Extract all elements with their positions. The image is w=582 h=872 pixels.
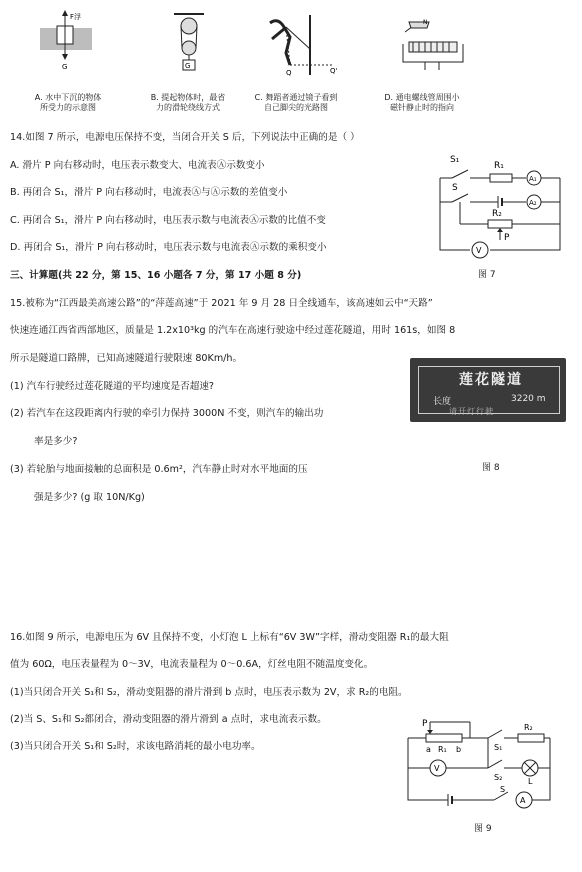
q15-sub-3-line-1: (3) 若轮胎与地面接触的总面积是 0.6m²，汽车静止时对水平地面的压 [10,464,308,475]
sign-subtitle: 请开灯行驶 [449,407,494,416]
figure-d-solenoid-diagram [395,18,475,78]
q14-stem: 14.如图 7 所示，电源电压保持不变，当闭合开关 S 后，下列说法中正确的是（ ） [10,132,360,143]
label-s-9: S [500,785,506,794]
label-l: L [528,777,533,786]
label-r1: R₁ [494,161,504,171]
label-q-prime: Q' [330,67,338,75]
figure-7-circuit [440,150,570,260]
q15-line-3: 所示是隧道口路牌，已知高速隧道行驶限速 80Km/h。 [10,353,243,364]
figure-9-circuit [408,718,558,818]
label-v9: V [434,764,440,773]
q15-sub-1: (1) 汽车行驶经过莲花隧道的平均速度是否超速? [10,381,215,392]
q14-option-b: B. 再闭合 S₁，滑片 P 向右移动时，电流表Ⓐ与Ⓐ示数的差值变小 [10,187,288,198]
figure-d-caption: D. 通电螺线管周围小 磁针静止时的指向 [384,93,460,112]
label-f-float: F浮 [70,13,82,21]
label-p: P [504,233,510,243]
label-a2: A₂ [529,199,537,207]
label-s1-9: S₁ [494,743,503,752]
sign-title: 莲花隧道 [459,372,523,388]
q14-option-c: C. 再闭合 S₁，滑片 P 向右移动时，电压表示数与电流表Ⓐ示数的比值不变 [10,215,326,226]
figure-9-caption: 图 9 [474,824,492,834]
q15-line-2: 快速连通江西省西部地区，质量是 1.2x10³kg 的汽车在高速行驶途中经过莲花隧道，用时 161s，如图 8 [10,325,456,336]
section-3-header: 三、计算题(共 22 分，第 15、16 小题各 7 分，第 17 小题 8 分) [10,270,302,281]
label-q: Q [286,69,292,77]
sign-length-value: 3220 m [511,394,546,404]
label-a: a [426,745,431,754]
tunnel-sign-image [410,358,566,422]
svg-text:G: G [185,62,191,70]
label-v: V [476,246,482,255]
figure-8-caption: 图 8 [482,463,500,473]
q15-sub-2-line-1: (2) 若汽车在这段距离内行驶的牵引力保持 3000N 不变，则汽车的输出功 [10,408,324,419]
q15-sub-3-line-2: 强是多少? (g 取 10N/Kg) [34,492,145,503]
label-s1: S₁ [450,155,460,165]
label-r1-9: R₁ [438,745,447,754]
label-n: N [423,19,428,26]
q16-line-2: 值为 60Ω，电压表量程为 0～3V，电流表量程为 0～0.6A，灯丝电阻不随温度变化。 [10,659,374,670]
figure-c-mirror-diagram [250,15,340,85]
figure-a-caption: A. 水中下沉的物体 所受力的示意图 [34,93,102,112]
q14-option-d: D. 再闭合 S₁，滑片 P 向右移动时，电压表示数与电流表Ⓐ示数的乘积变小 [10,242,327,253]
label-a1: A₁ [529,175,537,183]
figure-a-buoyancy-diagram [40,10,100,70]
label-r2-9: R₂ [524,723,533,732]
label-s: S [452,183,458,193]
q16-sub-3: (3)当只闭合开关 S₁和 S₂时，求该电路消耗的最小电功率。 [10,741,261,752]
figure-7-caption: 图 7 [478,270,496,280]
label-g: G [62,63,68,71]
figure-b-pulley-diagram [170,10,210,80]
label-s2-9: S₂ [494,773,503,782]
figure-c-caption: C. 舞蹈者通过镜子看到 自己脚尖的光路图 [254,93,338,112]
label-r2: R₂ [492,209,502,219]
label-p9: P [422,719,428,729]
figure-b-caption: B. 提起物体时，最省 力的滑轮绕线方式 [150,93,226,112]
label-ammeter-9: A [520,796,526,805]
q16-line-1: 16.如图 9 所示，电源电压为 6V 且保持不变，小灯泡 L 上标有“6V 3W”字样，滑动变阻器 R₁的最大阻 [10,632,449,643]
q16-sub-2: (2)当 S、S₁和 S₂都闭合，滑动变阻器的滑片滑到 a 点时，求电流表示数。 [10,714,327,725]
label-b: b [456,745,462,754]
q14-option-a: A. 滑片 P 向右移动时，电压表示数变大、电流表Ⓐ示数变小 [10,160,265,171]
q16-sub-1: (1)当只闭合开关 S₁和 S₂，滑动变阻器的滑片滑到 b 点时，电压表示数为 2V，求 R₂的电阻。 [10,687,408,698]
sign-length-label: 长度 [433,397,452,407]
q15-line-1: 15.被称为“江西最美高速公路”的“萍莲高速”于 2021 年 9 月 28 日全线通车，该高速如云中“天路” [10,298,433,309]
q15-sub-2-line-2: 率是多少? [34,436,78,447]
